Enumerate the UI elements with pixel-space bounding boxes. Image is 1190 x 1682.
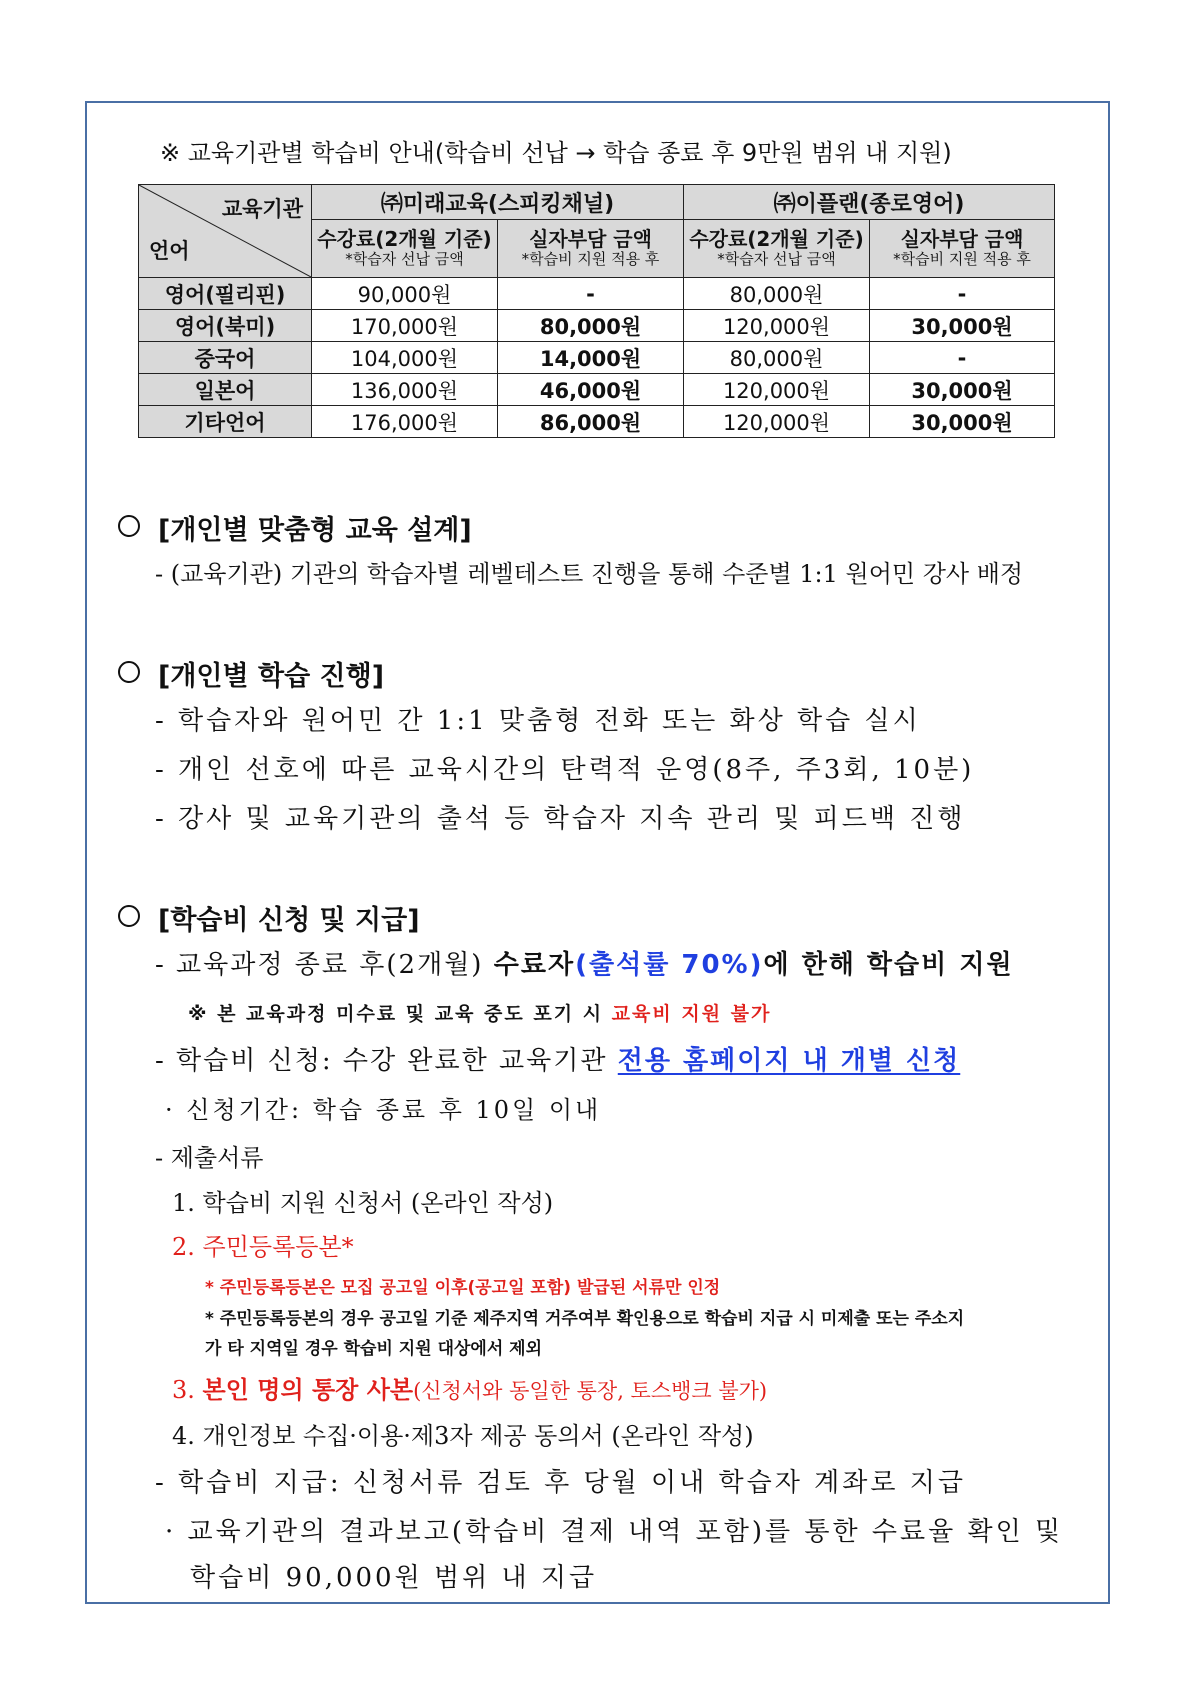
application-period-line: · 신청기간: 학습 종료 후 10일 이내	[165, 1096, 602, 1124]
table-cell: 80,000원	[498, 310, 684, 342]
table-cell: 30,000원	[870, 406, 1055, 438]
section-title: [개인별 맞춤형 교육 설계]	[118, 508, 472, 547]
section-title: [학습비 신청 및 지급]	[118, 898, 420, 937]
table-cell: 90,000원	[312, 278, 498, 310]
row-language: 일본어	[139, 374, 312, 406]
table-cell: 120,000원	[684, 406, 870, 438]
payment-detail-line: · 교육기관의 결과보고(학습비 결제 내역 포함)를 통한 수료율 확인 및	[165, 1517, 1064, 1547]
completion-condition-line: - 교육과정 종료 후(2개월) 수료자(출석률 70%)에 한해 학습비 지원	[155, 950, 1014, 980]
document-item: 4. 개인정보 수집·이용·제3자 제공 동의서 (온라인 작성)	[172, 1422, 754, 1450]
table-cell: 176,000원	[312, 406, 498, 438]
table-cell: 30,000원	[870, 374, 1055, 406]
table-cell: 80,000원	[684, 342, 870, 374]
table-cell: 86,000원	[498, 406, 684, 438]
row-language: 기타언어	[139, 406, 312, 438]
corner-label-language: 언어	[149, 239, 190, 263]
notice-line: ※ 본 교육과정 미수료 및 교육 중도 포기 시 교육비 지원 불가	[188, 1003, 772, 1025]
table-cell: 14,000원	[498, 342, 684, 374]
section1-line: - (교육기관) 기관의 학습자별 레벨테스트 진행을 통해 수준별 1:1 원어민 강사 배정	[155, 560, 1024, 588]
document-note: * 주민등록등본의 경우 공고일 기준 제주지역 거주여부 확인용으로 학습비 지급 시 미제출 또는 주소지	[205, 1309, 965, 1329]
table-cell: 80,000원	[684, 278, 870, 310]
table-row	[139, 310, 1055, 342]
table-cell: 136,000원	[312, 374, 498, 406]
subheader-cell: 실자부담 금액 *학습비 지원 적용 후	[498, 220, 684, 278]
table-row	[139, 406, 1055, 438]
row-language: 영어(필리핀)	[139, 278, 312, 310]
corner-label-provider: 교육기관	[221, 197, 303, 221]
row-language: 중국어	[139, 342, 312, 374]
document-note: 가 타 지역일 경우 학습비 지원 대상에서 제외	[205, 1339, 543, 1359]
table-cell: 30,000원	[870, 310, 1055, 342]
document-item: 2. 주민등록등본*	[172, 1233, 354, 1261]
payment-line: - 학습비 지급: 신청서류 검토 후 당월 이내 학습자 계좌로 지급	[155, 1468, 966, 1498]
table-cell: 104,000원	[312, 342, 498, 374]
section2-line: - 개인 선호에 따른 교육시간의 탄력적 운영(8주, 주3회, 10분)	[155, 755, 975, 785]
table-caption: ※ 교육기관별 학습비 안내(학습비 선납 → 학습 종료 후 9만원 범위 내 지원)	[160, 139, 952, 167]
table-cell: -	[870, 278, 1055, 310]
table-cell: 170,000원	[312, 310, 498, 342]
section2-line: - 학습자와 원어민 간 1:1 맞춤형 전화 또는 화상 학습 실시	[155, 706, 921, 736]
section-title: [개인별 학습 진행]	[118, 654, 384, 693]
row-language: 영어(북미)	[139, 310, 312, 342]
payment-detail-line: 학습비 90,000원 범위 내 지급	[190, 1563, 598, 1593]
documents-heading: - 제출서류	[155, 1144, 264, 1172]
document-note: * 주민등록등본은 모집 공고일 이후(공고일 포함) 발급된 서류만 인정	[205, 1278, 721, 1298]
table-row	[139, 342, 1055, 374]
homepage-link[interactable]: 전용 홈페이지 내 개별 신청	[617, 1046, 961, 1076]
circle-bullet-icon	[118, 905, 140, 927]
circle-bullet-icon	[118, 661, 140, 683]
subheader-cell: 실자부담 금액 *학습비 지원 적용 후	[870, 220, 1055, 278]
subheader-cell: 수강료(2개월 기준) *학습자 선납 금액	[312, 220, 498, 278]
fee-table	[138, 184, 1055, 438]
table-cell: 120,000원	[684, 310, 870, 342]
application-line: - 학습비 신청: 수강 완료한 교육기관 전용 홈페이지 내 개별 신청	[155, 1046, 961, 1076]
table-cell: -	[498, 278, 684, 310]
document-item: 3. 본인 명의 통장 사본(신청서와 동일한 통장, 토스뱅크 불가)	[172, 1376, 768, 1404]
provider-header: ㈜미래교육(스피킹채널)	[312, 185, 684, 220]
document-item: 1. 학습비 지원 신청서 (온라인 작성)	[172, 1189, 554, 1217]
provider-header: ㈜이플랜(종로영어)	[684, 185, 1055, 220]
table-row	[139, 278, 1055, 310]
section2-line: - 강사 및 교육기관의 출석 등 학습자 지속 관리 및 피드백 진행	[155, 804, 966, 834]
table-corner-cell	[139, 185, 312, 278]
circle-bullet-icon	[118, 515, 140, 537]
subheader-cell: 수강료(2개월 기준) *학습자 선납 금액	[684, 220, 870, 278]
table-row	[139, 374, 1055, 406]
table-cell: 120,000원	[684, 374, 870, 406]
table-cell: -	[870, 342, 1055, 374]
table-cell: 46,000원	[498, 374, 684, 406]
